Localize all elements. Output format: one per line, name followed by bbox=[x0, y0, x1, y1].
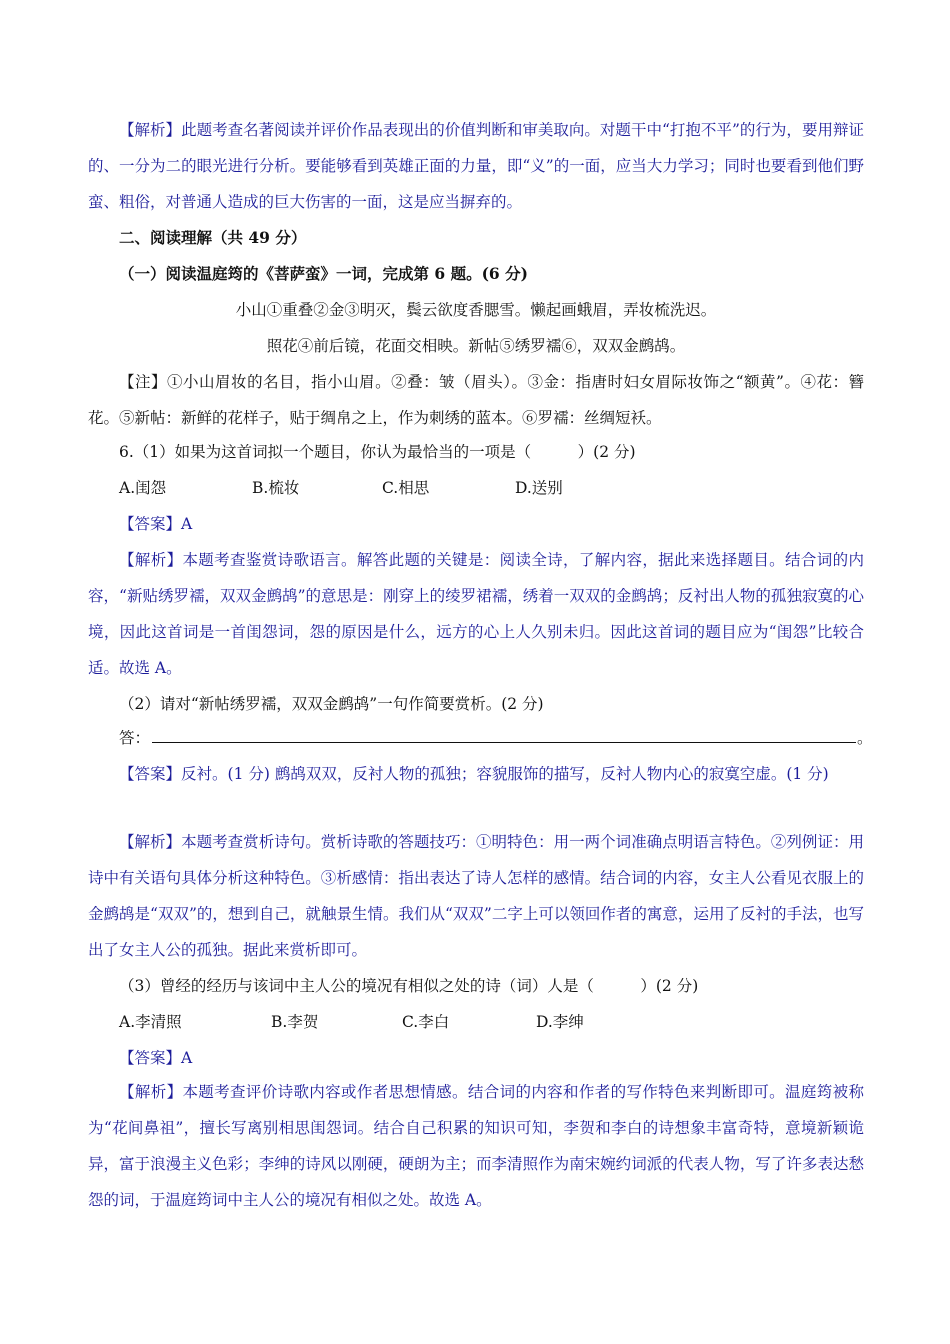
answer-6-3 bbox=[88, 1040, 864, 1076]
option-a: A.闺怨 bbox=[119, 479, 167, 497]
analysis-tag: 【解析】 bbox=[119, 121, 182, 139]
analysis-text: 此题考查名著阅读并评价作品表现出的价值判断和审美取向。对题干中“打抱不平”的行为，要用辩证的、一分为二的眼光进行分析。要能够看到英雄正面的力量，即“义”的一面，应当大力学习；同时也要看到他们野蛮、粗俗，对普通人造成的巨大伤害的一面，这是应当摒弃的。 bbox=[88, 121, 864, 211]
analysis-tag: 【解析】 bbox=[119, 833, 182, 851]
section-title: 二、阅读理解（共 49 分） bbox=[119, 228, 307, 247]
analysis-tag: 【解析】 bbox=[119, 551, 183, 569]
option-d: D.李绅 bbox=[536, 1013, 584, 1031]
question-6-3-options bbox=[119, 1004, 584, 1040]
option-c: C.李白 bbox=[402, 1013, 450, 1031]
analysis-6-1 bbox=[88, 542, 864, 686]
answer-tag: 【答案】 bbox=[119, 515, 182, 533]
answer-value: A bbox=[181, 1049, 193, 1067]
answer-suffix: 。 bbox=[857, 729, 873, 747]
question-6-1: 6.（1）如果为这首词拟一个题目，你认为最恰当的一项是（ ）(2 分) bbox=[119, 443, 636, 461]
answer-tag: 【答案】 bbox=[119, 1049, 182, 1067]
option-a: A.李清照 bbox=[119, 1013, 182, 1031]
question-6-2: （2）请对“新帖绣罗襦，双双金鹧鸪”一句作简要赏析。(2 分) bbox=[119, 695, 544, 713]
answer-tag: 【答案】 bbox=[119, 765, 182, 783]
poem-line-1: 小山①重叠②金③明灭，鬓云欲度香腮雪。懒起画蛾眉，弄妆梳洗迟。 bbox=[235, 301, 717, 319]
analysis-6-2 bbox=[88, 824, 864, 968]
analysis-text: 本题考查鉴赏诗歌语言。解答此题的关键是：阅读全诗，了解内容，据此来选择题目。结合词的内容，“新贴绣罗襦，双双金鹧鸪”的意思是：刚穿上的绫罗裙襦，绣着一双双的金鹧鸪；反衬出人物的孤独寂寞的心境，因此这首词是一首闺怨词，怨的原因是什么，远方的心上人久别未归。因此这首词的题目应为“闺怨”比较合适。故选 A。 bbox=[88, 551, 864, 677]
option-c: C.相思 bbox=[382, 479, 430, 497]
answer-value: A bbox=[181, 515, 193, 533]
analysis-text: 本题考查赏析诗句。赏析诗歌的答题技巧：①明特色：用一两个词准确点明语言特色。②列例证：用诗中有关语句具体分析这种特色。③析感情：指出表达了诗人怎样的感情。结合词的内容，女主人公看见衣服上的金鹧鸪是“双双”的，想到自己，就触景生情。我们从“双双”二字上可以领回作者的寓意，运用了反衬的手法，也写出了女主人公的孤独。据此来赏析即可。 bbox=[88, 833, 864, 959]
analysis-6-3 bbox=[88, 1074, 864, 1218]
answer-6-2 bbox=[88, 756, 864, 792]
answer-blank-row bbox=[88, 720, 864, 756]
answer-blank-line[interactable] bbox=[152, 741, 856, 743]
question-6-3: （3）曾经的经历与该词中主人公的境况有相似之处的诗（词）人是（ ）(2 分) bbox=[119, 977, 699, 995]
poem-line-2: 照花④前后镜，花面交相映。新帖⑤绣罗襦⑥，双双金鹧鸪。 bbox=[266, 337, 686, 355]
analysis-text: 本题考查评价诗歌内容或作者思想情感。结合词的内容和作者的写作特色来判断即可。温庭筠被称为“花间鼻祖”，擅长写离别相思闺怨词。结合自己积累的知识可知，李贺和李白的诗想象丰富奇特，意境新颖诡异，富于浪漫主义色彩；李绅的诗风以刚硬，硬朗为主；而李清照作为南宋婉约词派的代表人物，写了许多表达愁怨的词，于温庭筠词中主人公的境况有相似之处。故选 A。 bbox=[88, 1083, 864, 1209]
poem-note: 【注】①小山眉妆的名目，指小山眉。②叠：皱（眉头）。③金：指唐时妇女眉际妆饰之“额黄”。④花：簪花。⑤新帖：新鲜的花样子，贴于绸帛之上，作为刺绣的蓝本。⑥罗襦：丝绸短袄。 bbox=[88, 373, 864, 427]
option-d: D.送别 bbox=[515, 479, 563, 497]
option-b: B.李贺 bbox=[271, 1013, 319, 1031]
sub-section-title: （一）阅读温庭筠的《菩萨蛮》一词，完成第 6 题。(6 分) bbox=[119, 264, 528, 283]
analysis-tag: 【解析】 bbox=[119, 1083, 183, 1101]
question-6-1-options bbox=[119, 470, 563, 506]
answer-6-1 bbox=[88, 506, 864, 542]
answer-value: 反衬。(1 分) 鹧鸪双双，反衬人物的孤独；容貌服饰的描写，反衬人物内心的寂寞空虚。(1 分) bbox=[181, 765, 829, 783]
option-b: B.梳妆 bbox=[252, 479, 300, 497]
analysis-paragraph-1 bbox=[88, 112, 864, 220]
answer-prefix: 答： bbox=[119, 729, 151, 747]
